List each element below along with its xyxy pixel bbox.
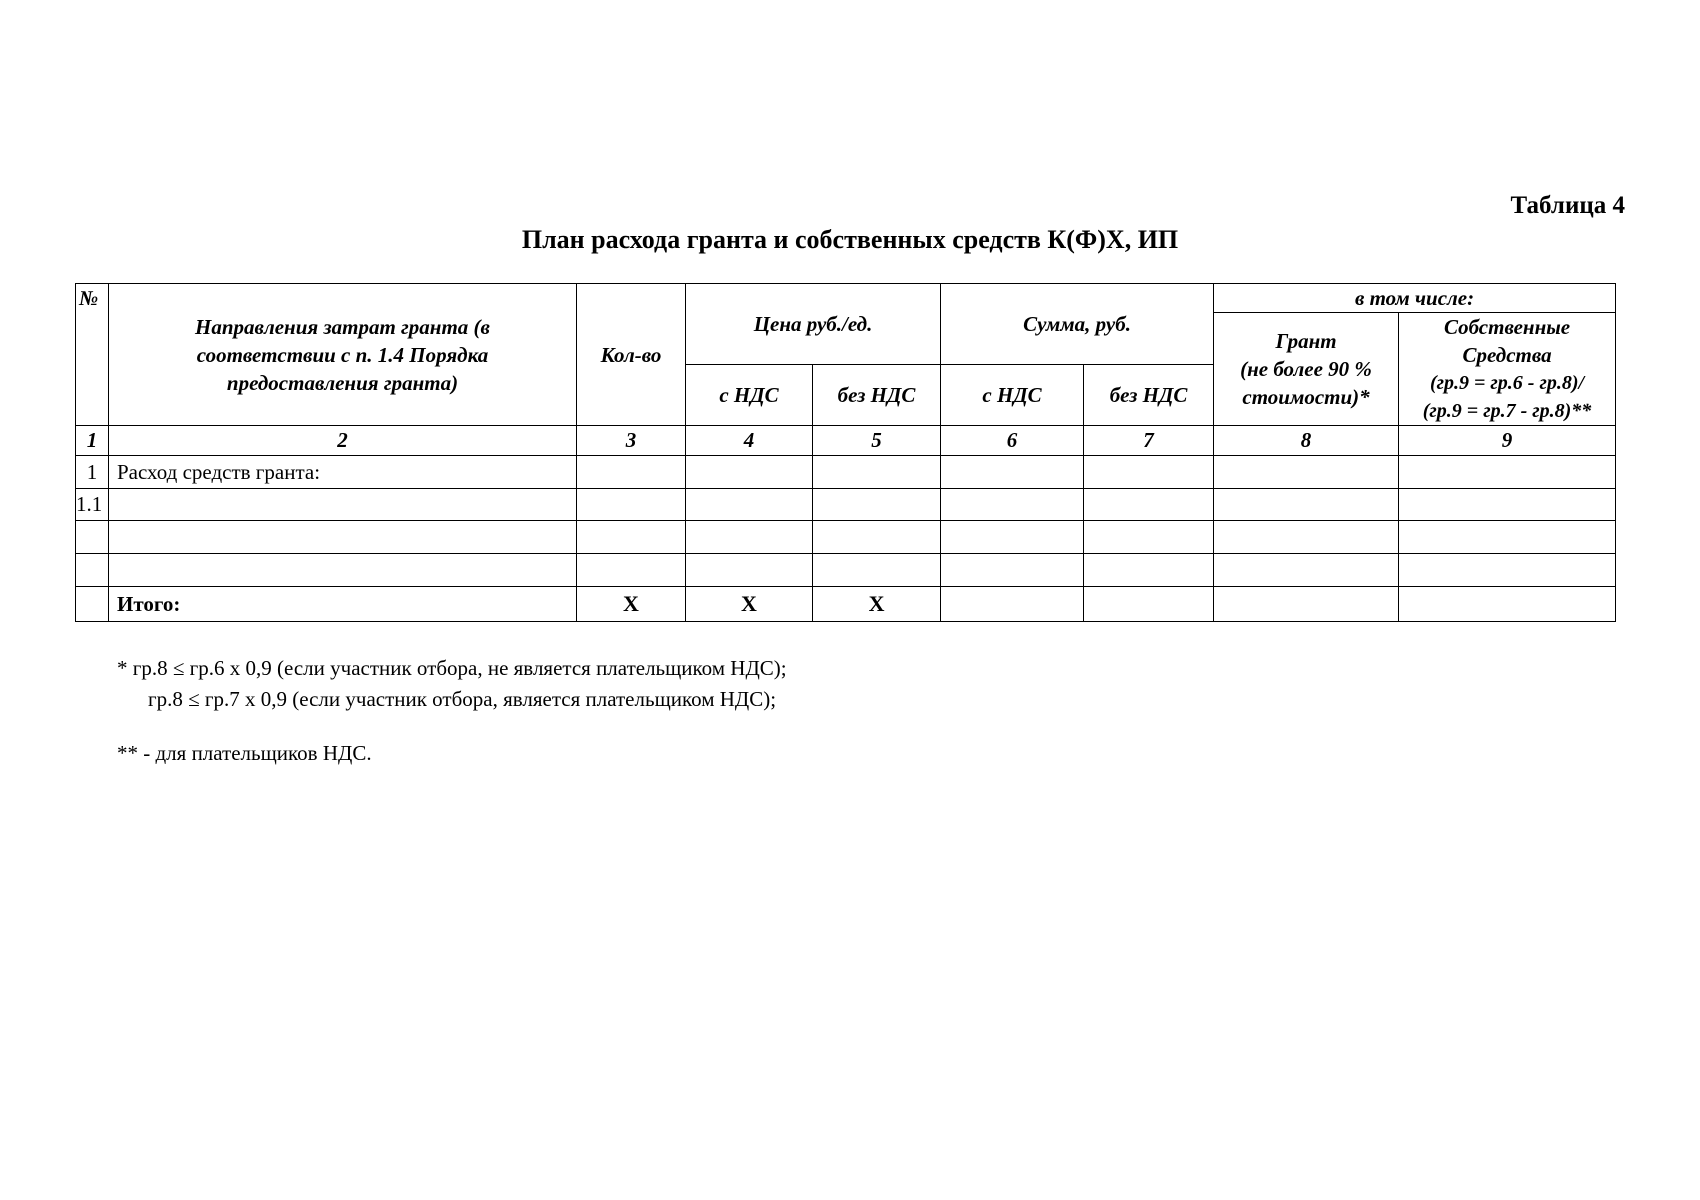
header-price-without-vat: без НДС <box>813 365 941 426</box>
cell <box>1214 554 1399 587</box>
column-number-6: 6 <box>941 426 1084 456</box>
column-number-2: 2 <box>109 426 577 456</box>
header-sum <box>941 284 1214 365</box>
header-sum-with-vat: с НДС <box>941 365 1084 426</box>
cell <box>1084 489 1214 521</box>
header-own-formula-1: (гр.9 = гр.6 - гр.8)/ <box>1429 372 1585 394</box>
row-text <box>109 554 577 587</box>
footnote-3: ** - для плательщиков НДС. <box>117 741 372 765</box>
cell <box>1084 521 1214 554</box>
cell <box>686 554 813 587</box>
cell <box>1214 456 1399 489</box>
cell <box>813 489 941 521</box>
row-number: 1 <box>76 456 109 489</box>
cell <box>577 489 686 521</box>
table-row <box>76 521 1616 554</box>
header-grant-note: (не более 90 % стоимости)* <box>1240 357 1372 409</box>
cell <box>1399 489 1616 521</box>
column-number-7: 7 <box>1084 426 1214 456</box>
cell <box>1399 587 1616 622</box>
header-own-formula-2: (гр.9 = гр.7 - гр.8)** <box>1422 400 1592 422</box>
header-grant <box>1214 313 1399 426</box>
cell <box>1084 456 1214 489</box>
column-number-9: 9 <box>1399 426 1616 456</box>
expense-plan-table <box>75 283 1616 622</box>
row-number <box>76 554 109 587</box>
row-text <box>109 521 577 554</box>
total-x-quantity: X <box>577 587 686 622</box>
column-number-5: 5 <box>813 426 941 456</box>
header-quantity: Кол-во <box>577 284 686 426</box>
table-row <box>76 554 1616 587</box>
header-sum-without-vat: без НДС <box>1084 365 1214 426</box>
footnote-1: * гр.8 ≤ гр.6 х 0,9 (если участник отбора, не является плательщиком НДС); <box>117 656 787 680</box>
row-number <box>76 521 109 554</box>
header-including: в том числе: <box>1214 284 1616 313</box>
cell <box>1214 489 1399 521</box>
total-x-price-without-vat: X <box>813 587 941 622</box>
row-text: Расход средств гранта: <box>109 456 577 489</box>
header-price <box>686 284 941 365</box>
header-price-with-vat: с НДС <box>686 365 813 426</box>
column-number-1: 1 <box>76 426 109 456</box>
cell <box>1399 521 1616 554</box>
total-row <box>76 587 1616 622</box>
cell <box>813 554 941 587</box>
table-row <box>76 456 1616 489</box>
cell <box>941 554 1084 587</box>
table-row <box>76 489 1616 521</box>
cell <box>941 489 1084 521</box>
cell <box>941 587 1084 622</box>
footnote-2: гр.8 ≤ гр.7 х 0,9 (если участник отбора, является плательщиком НДС); <box>148 687 777 711</box>
column-numbers-row <box>76 426 1616 456</box>
row-text <box>109 489 577 521</box>
total-x-price-with-vat: X <box>686 587 813 622</box>
cell <box>941 521 1084 554</box>
row-number: 1.1 <box>76 489 109 521</box>
cell <box>1214 587 1399 622</box>
cell <box>577 521 686 554</box>
column-number-8: 8 <box>1214 426 1399 456</box>
header-own-title: Собственные Средства <box>1443 315 1571 367</box>
header-directions-text: Направления затрат гранта (в соответствии с п. 1.4 Порядка предоставления гранта) <box>195 314 490 395</box>
page-title: План расхода гранта и собственных средств К(Ф)Х, ИП <box>521 225 1179 254</box>
cell <box>686 521 813 554</box>
total-label: Итого: <box>109 587 577 622</box>
header-number: № <box>76 284 109 426</box>
cell <box>813 521 941 554</box>
cell <box>577 554 686 587</box>
header-price-text: Цена руб./ед. <box>753 312 873 336</box>
header-grant-title: Грант <box>1275 329 1337 353</box>
cell <box>941 456 1084 489</box>
header-directions <box>109 284 577 426</box>
cell <box>1084 587 1214 622</box>
cell <box>1399 456 1616 489</box>
column-number-4: 4 <box>686 426 813 456</box>
cell <box>813 456 941 489</box>
cell <box>1399 554 1616 587</box>
cell <box>686 456 813 489</box>
cell <box>686 489 813 521</box>
cell <box>76 587 109 622</box>
table-label: Таблица 4 <box>1510 192 1625 219</box>
cell <box>1084 554 1214 587</box>
cell <box>577 456 686 489</box>
cell <box>1214 521 1399 554</box>
header-sum-text: Сумма, руб. <box>1023 312 1131 336</box>
column-number-3: 3 <box>577 426 686 456</box>
header-own-funds <box>1399 313 1616 426</box>
